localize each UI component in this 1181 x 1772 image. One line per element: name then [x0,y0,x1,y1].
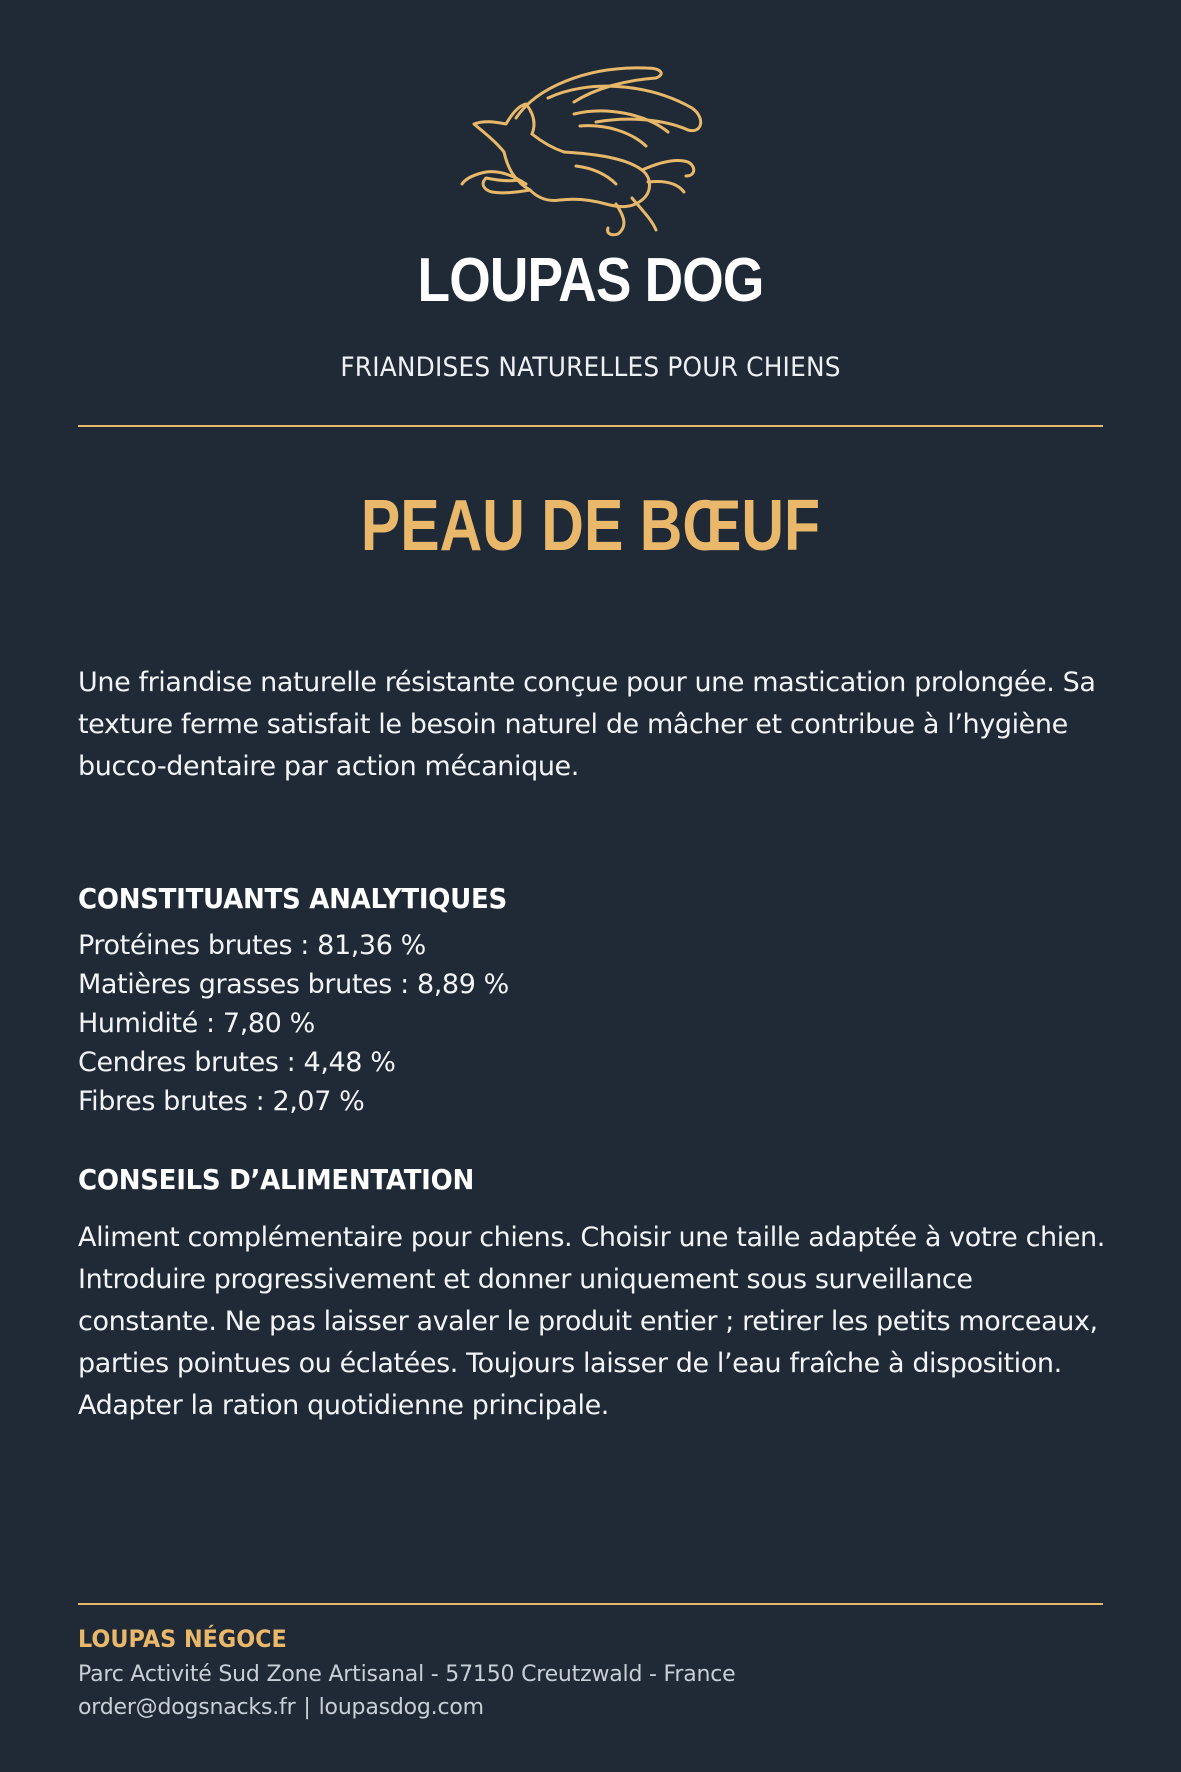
company-contact [78,1695,484,1721]
logo [0,58,1181,242]
analytics-item-moisture: Humidité : 7,80 % [78,1008,315,1039]
footer-divider [78,1603,1103,1605]
analytics-item-fats: Matières grasses brutes : 8,89 % [78,969,509,1000]
analytics-list [78,926,509,1121]
contact-separator: | [303,1695,311,1720]
product-description: Une friandise naturelle résistante conçue pour une mastication prolongée. Sa texture ferme satisfait le besoin naturel de mâcher et contribue à l’hygiène bucco-dentaire par action mécanique. [78,667,1096,782]
contact-website[interactable]: loupasdog.com [318,1695,484,1720]
feeding-advice-heading: CONSEILS D’ALIMENTATION [78,1163,474,1196]
analytics-item-proteins: Protéines brutes : 81,36 % [78,930,426,961]
winged-dog-icon [456,58,726,238]
brand-tagline: FRIANDISES NATURELLES POUR CHIENS [340,352,841,383]
header-divider [78,425,1103,427]
feeding-advice-text: Aliment complémentaire pour chiens. Choisir une taille adaptée à votre chien. Introduire progressivement et donner uniquement sous surveillance constante. Ne pas laisser avaler le produit entier ; retirer les petits morceaux, parties pointues ou éclatées. Toujours laisser de l’eau fraîche à disposition. Adapter la ration quotidienne principale. [78,1222,1105,1421]
contact-email[interactable]: order@dogsnacks.fr [78,1695,296,1720]
company-address: Parc Activité Sud Zone Artisanal - 57150 Creutzwald - France [78,1662,736,1687]
brand-name: LOUPAS DOG [417,246,764,315]
analytics-heading: CONSTITUANTS ANALYTIQUES [78,882,507,915]
company-name: LOUPAS NÉGOCE [78,1625,287,1653]
analytics-item-ash: Cendres brutes : 4,48 % [78,1047,396,1078]
analytics-item-fibers: Fibres brutes : 2,07 % [78,1086,365,1117]
product-title: PEAU DE BŒUF [360,486,821,566]
